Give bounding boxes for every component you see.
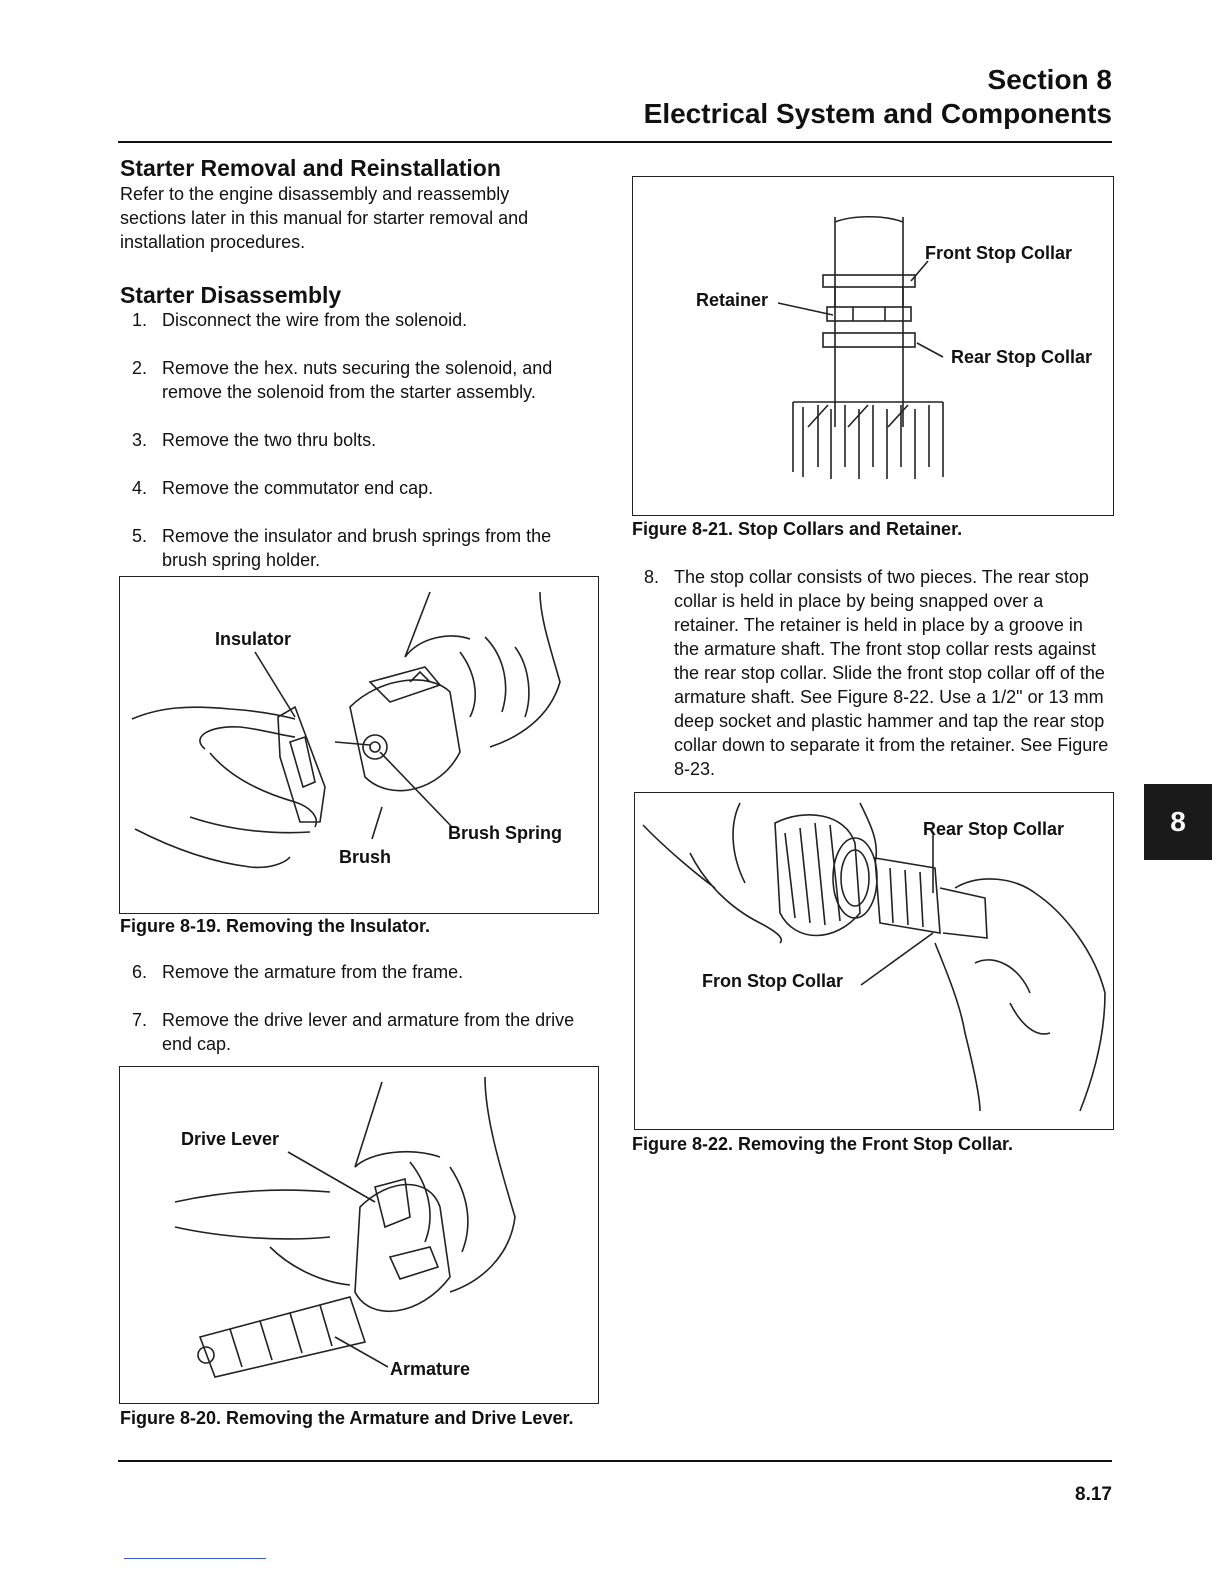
paragraph-starter-removal: Refer to the engine disassembly and reassembly sections later in this manual for starter removal and installation procedures. xyxy=(120,184,529,252)
step-text: Remove the two thru bolts. xyxy=(162,430,377,450)
step-number: 7. xyxy=(132,1010,148,1030)
figure-8-21 xyxy=(632,176,1114,516)
step-number: 3. xyxy=(132,430,148,450)
figure-8-20 xyxy=(119,1066,599,1404)
list-item xyxy=(120,960,600,984)
step-number: 2. xyxy=(132,358,148,378)
label-armature: Armature xyxy=(390,1359,471,1379)
label-retainer: Retainer xyxy=(696,290,769,310)
step-text: Remove the commutator end cap. xyxy=(162,478,434,498)
step-text: The stop collar consists of two pieces. The rear stop collar is held in place by being snapped over a retainer. The retainer is held in place by a groove in the armature shaft. The front stop collar rests against the rear stop collar. Slide the front stop collar off of the armature shaft. See Figure 8-22. Use a 1/2" or 13 mm deep socket and plastic hammer and tap the rear stop collar down to separate it from the retainer. See Figure 8-23. xyxy=(674,567,1109,779)
section-title: Electrical System and Components xyxy=(643,98,1112,129)
label-front-stop-collar: Front Stop Collar xyxy=(925,243,1072,263)
header-rule xyxy=(118,141,1112,143)
label-brush-spring: Brush Spring xyxy=(448,823,563,843)
page-number: 8.17 xyxy=(1075,1484,1112,1505)
list-item xyxy=(120,428,600,452)
label-rear-stop-collar: Rear Stop Collar xyxy=(951,347,1093,367)
steps-list-b xyxy=(120,960,600,1056)
drive-lever-illustration xyxy=(120,1067,599,1404)
section-tab: 8 xyxy=(1144,784,1212,860)
step-text: Remove the armature from the frame. xyxy=(162,962,464,982)
list-item xyxy=(120,356,600,404)
step-number: 5. xyxy=(132,526,148,546)
step-text: Remove the drive lever and armature from the drive end cap. xyxy=(162,1010,575,1054)
label-brush: Brush xyxy=(339,847,392,867)
step-number: 4. xyxy=(132,478,148,498)
step-number: 6. xyxy=(132,962,148,982)
label-rear-stop-collar: Rear Stop Collar xyxy=(923,819,1065,839)
list-item xyxy=(120,1008,600,1056)
caption-figure-8-19: Figure 8-19. Removing the Insulator. xyxy=(120,916,431,936)
footer-rule xyxy=(118,1460,1112,1462)
steps-list-a xyxy=(120,308,600,572)
caption-figure-8-22: Figure 8-22. Removing the Front Stop Collar. xyxy=(632,1134,1014,1154)
step-number: 8. xyxy=(644,567,660,587)
step-text: Remove the hex. nuts securing the solenoid, and remove the solenoid from the starter assembly. xyxy=(162,358,553,402)
figure-8-22 xyxy=(634,792,1114,1130)
label-fron-stop-collar: Fron Stop Collar xyxy=(702,971,843,991)
label-drive-lever: Drive Lever xyxy=(181,1129,280,1149)
heading-starter-disassembly: Starter Disassembly xyxy=(120,282,342,308)
step-number: 1. xyxy=(132,310,148,330)
list-item xyxy=(632,565,1112,781)
footer-link-underline xyxy=(124,1558,266,1559)
front-stop-collar-illustration xyxy=(635,793,1114,1130)
figure-8-19 xyxy=(119,576,599,914)
caption-figure-8-21: Figure 8-21. Stop Collars and Retainer. xyxy=(632,519,963,539)
step-text: Disconnect the wire from the solenoid. xyxy=(162,310,468,330)
heading-starter-removal: Starter Removal and Reinstallation xyxy=(120,155,501,181)
list-item xyxy=(120,308,600,332)
caption-figure-8-20: Figure 8-20. Removing the Armature and Drive Lever. xyxy=(120,1408,574,1428)
label-insulator: Insulator xyxy=(215,629,292,649)
section-number: Section 8 xyxy=(987,64,1112,95)
list-item xyxy=(120,524,600,572)
step-text: Remove the insulator and brush springs from the brush spring holder. xyxy=(162,526,552,570)
list-item xyxy=(120,476,600,500)
